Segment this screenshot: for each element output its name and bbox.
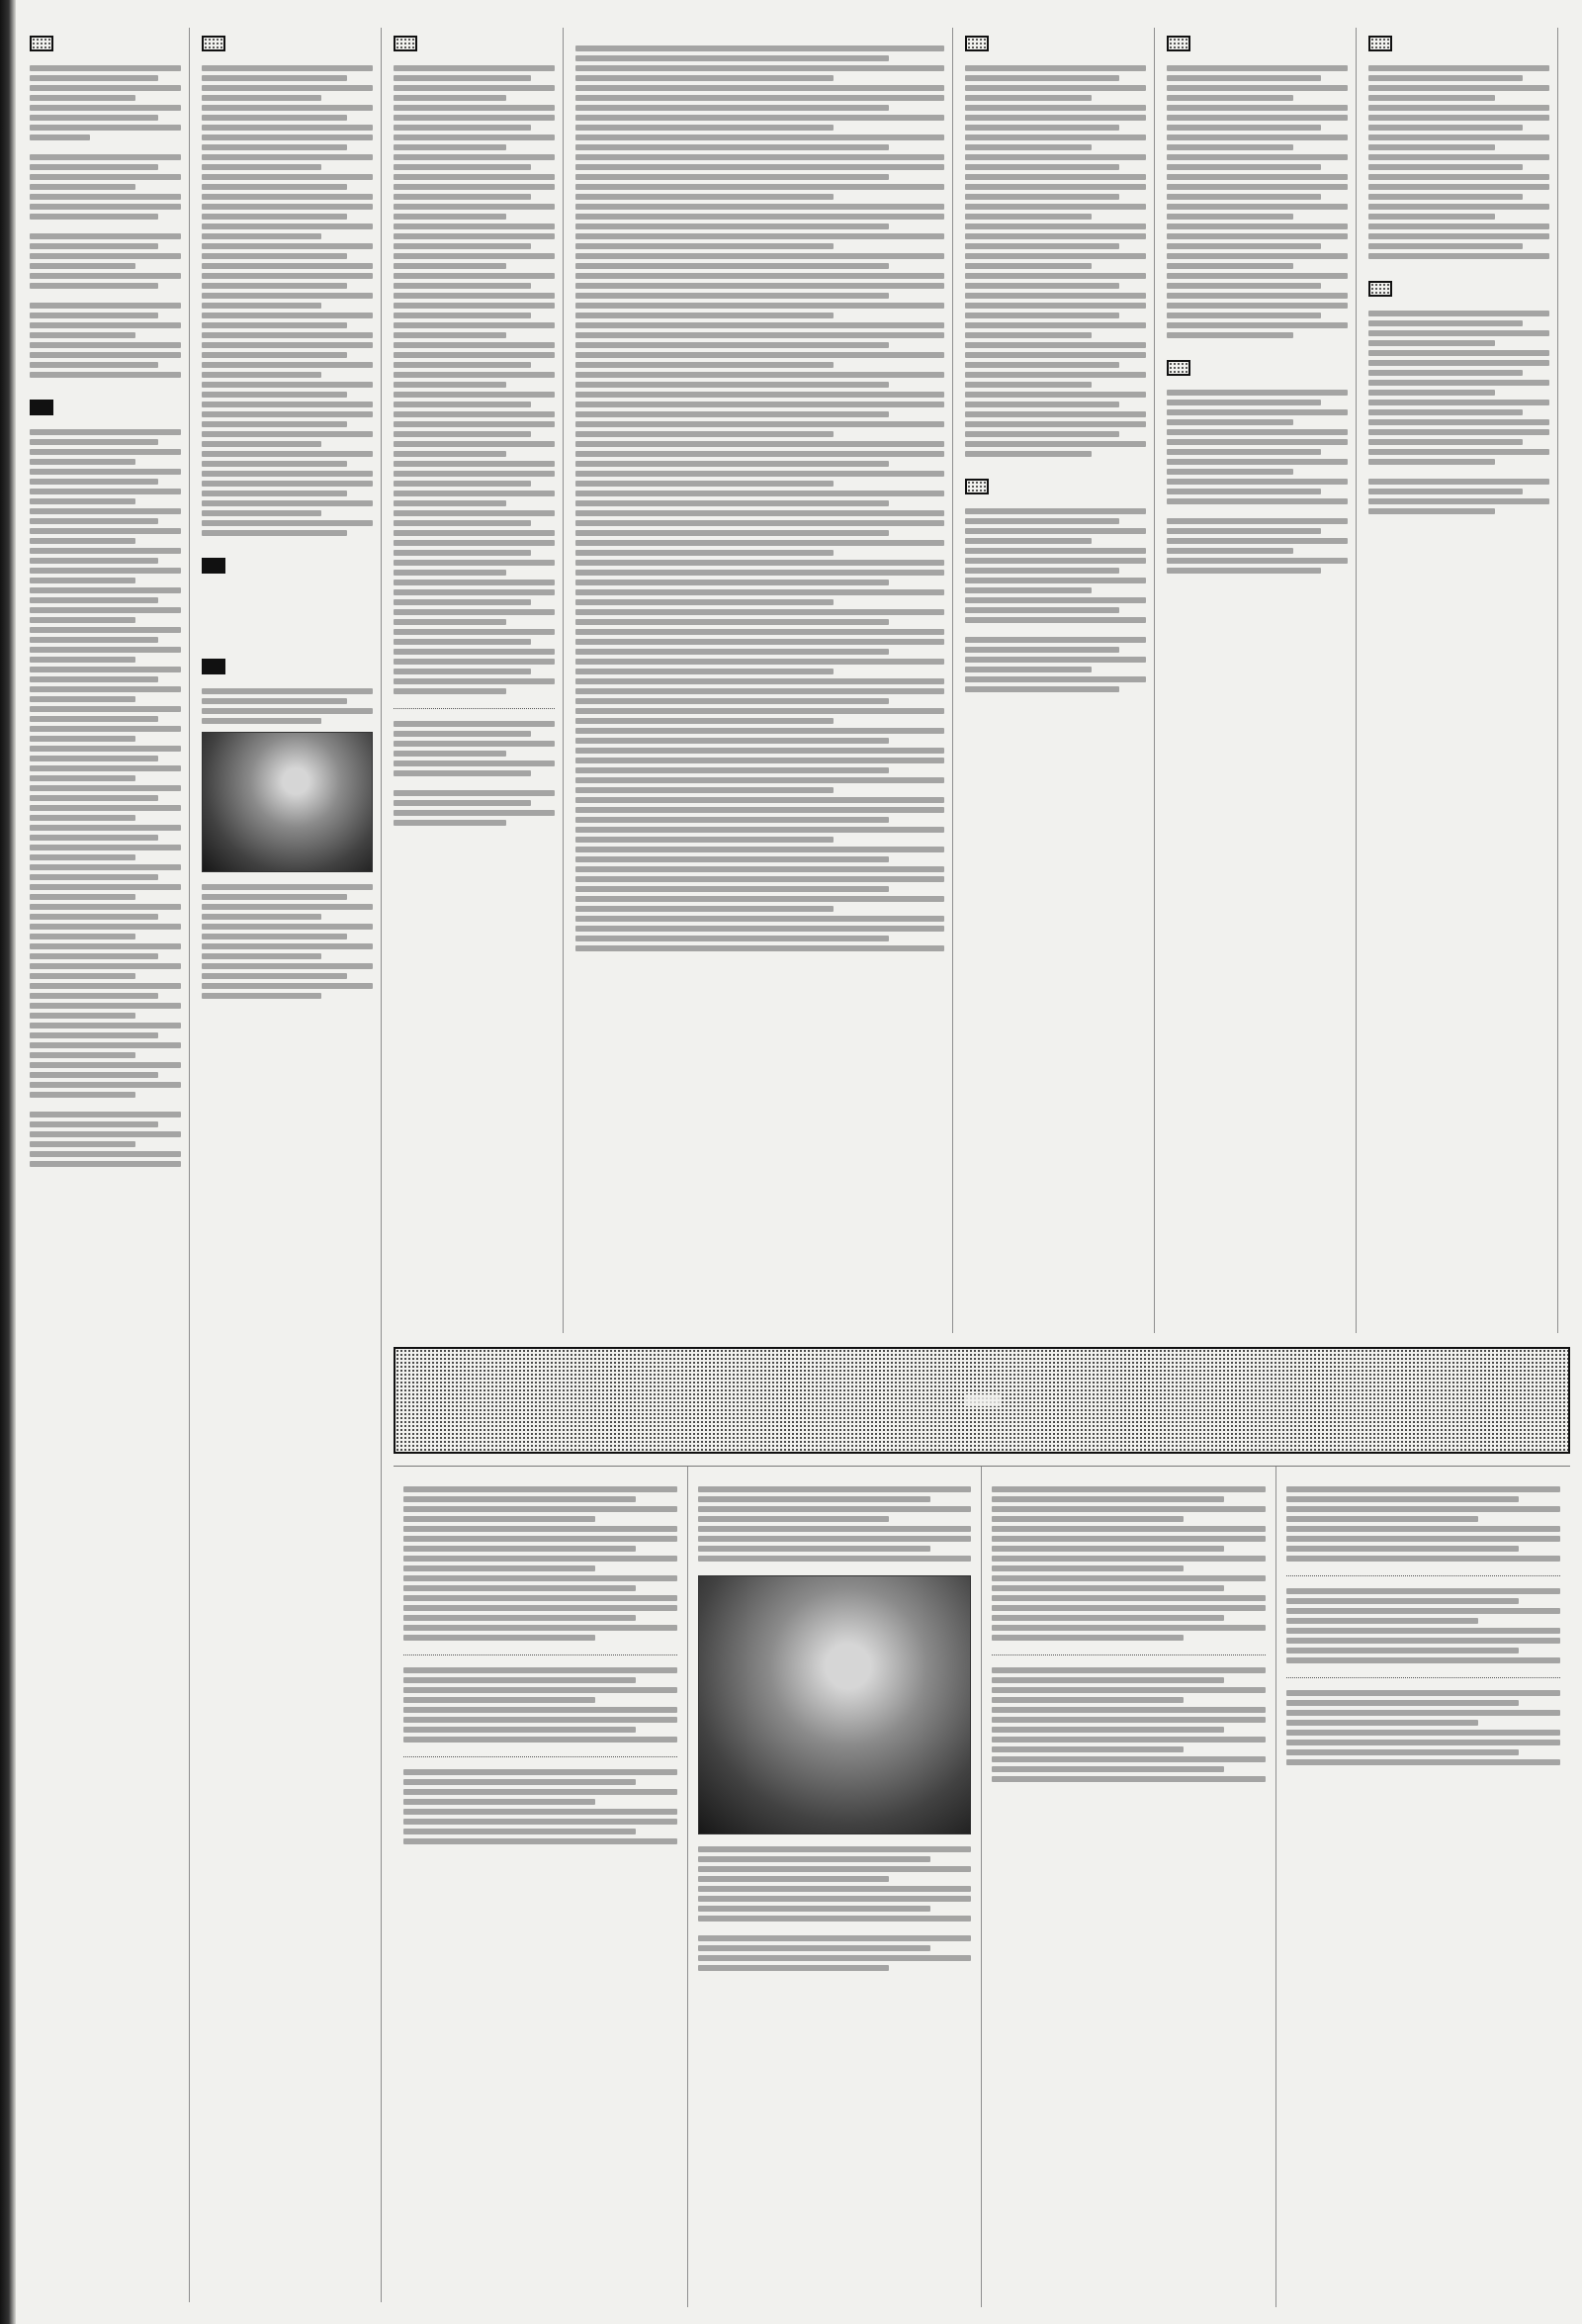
new-records-head	[202, 659, 225, 674]
page-spine	[0, 0, 16, 2324]
bottom-col-2	[688, 1467, 983, 2307]
section-kicker-4	[394, 36, 417, 51]
mourning-head	[965, 36, 989, 51]
invitations-head	[1167, 360, 1190, 376]
column-2	[194, 28, 382, 2302]
bottom-feature-grid	[394, 1466, 1570, 2307]
column-7	[1361, 28, 1558, 1333]
memorials-head	[1368, 281, 1392, 297]
feature-photo	[698, 1575, 972, 1834]
section-kicker-2	[30, 400, 53, 415]
feature-banner	[394, 1347, 1570, 1454]
churches-head	[965, 479, 989, 494]
bottom-col-1	[394, 1467, 688, 2307]
column-3	[386, 28, 564, 1333]
column-5	[957, 28, 1155, 1333]
record-photo	[202, 732, 373, 872]
section-kicker-3	[202, 36, 225, 51]
mourning-head-2	[1167, 36, 1190, 51]
bottom-col-3	[982, 1467, 1276, 2307]
column-6	[1159, 28, 1357, 1333]
resolutions-head	[1368, 36, 1392, 51]
feature-banner-title	[964, 1394, 1000, 1406]
taxi-phones-head	[202, 558, 225, 574]
column-1-text-block-1	[30, 65, 181, 140]
bottom-col-4	[1276, 1467, 1571, 2307]
column-1	[22, 28, 190, 2302]
taxi-phones-table	[202, 587, 373, 651]
column-4	[568, 28, 953, 1333]
section-kicker-1	[30, 36, 53, 51]
